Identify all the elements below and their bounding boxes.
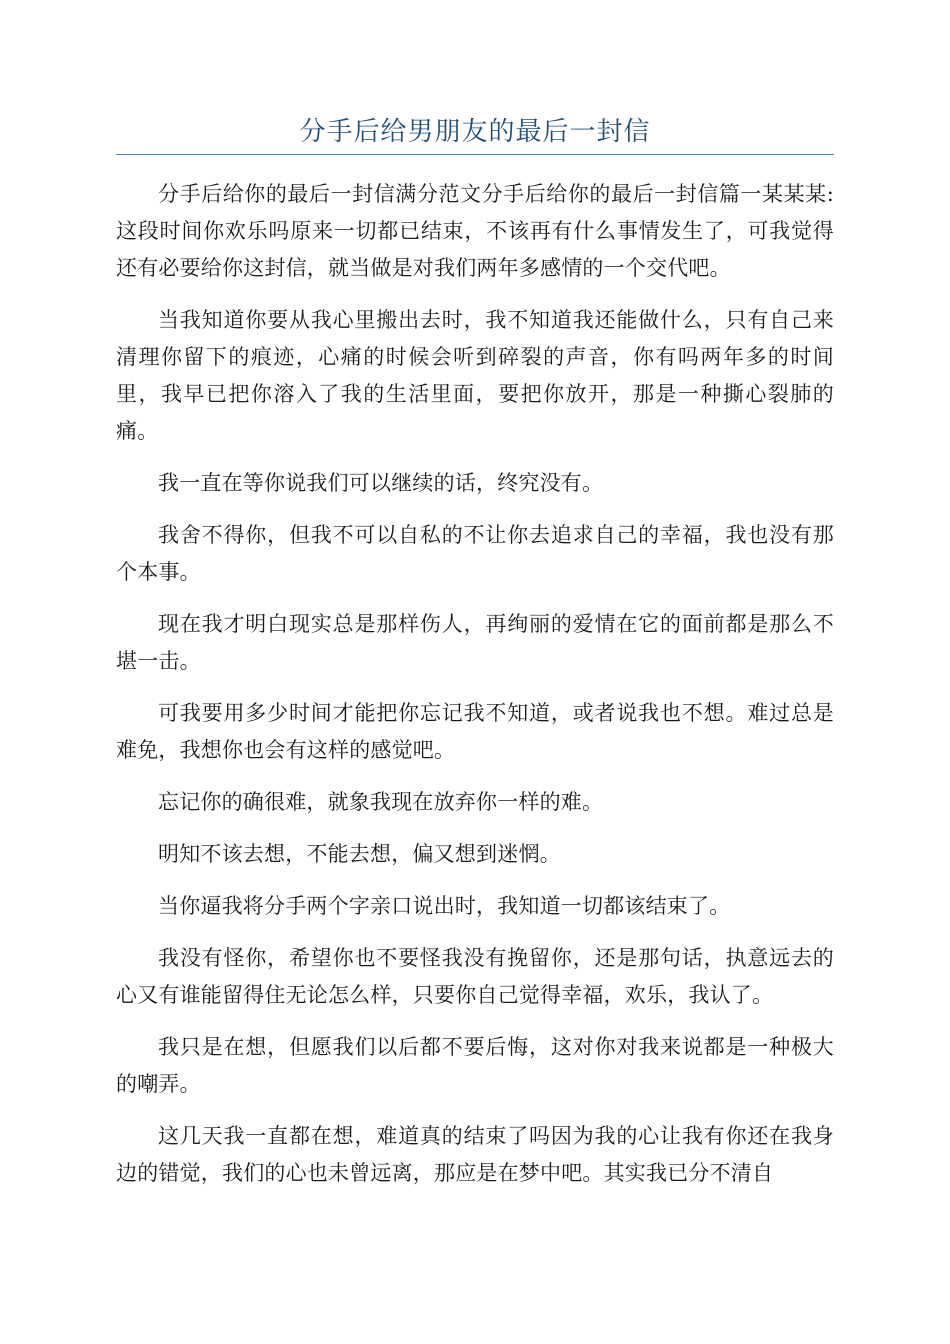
paragraph-1: 分手后给你的最后一封信满分范文分手后给你的最后一封信篇一某某某:这段时间你欢乐吗原来一切都已结束，不该再有什么事情发生了，可我觉得还有必要给你这封信，就当做是对我们两年多感情的一个交代吧。: [116, 182, 834, 280]
paragraph-5: 现在我才明白现实总是那样伤人，再绚丽的爱情在它的面前都是那么不堪一击。: [116, 612, 834, 673]
paragraph-6: 可我要用多少时间才能把你忘记我不知道，或者说我也不想。难过总是难免，我想你也会有这样的感觉吧。: [116, 701, 834, 762]
document-title: 分手后给男朋友的最后一封信: [299, 117, 651, 147]
paragraph-12: 这几天我一直都在想，难道真的结束了吗因为我的心让我有你还在我身边的错觉，我们的心也未曾远离，那应是在梦中吧。其实我已分不清自: [116, 1124, 834, 1185]
paragraph-4: 我舍不得你，但我不可以自私的不让你去追求自己的幸福，我也没有那个本事。: [116, 523, 834, 584]
title-underline: [116, 154, 834, 155]
paragraph-8: 明知不该去想，不能去想，偏又想到迷惘。: [158, 842, 561, 866]
document-body: [116, 176, 834, 1207]
paragraph-11: 我只是在想，但愿我们以后都不要后悔，这对你对我来说都是一种极大的嘲弄。: [116, 1035, 834, 1096]
paragraph-7: 忘记你的确很难，就象我现在放弃你一样的难。: [158, 790, 604, 814]
paragraph-3: 我一直在等你说我们可以继续的话，终究没有。: [158, 471, 604, 495]
paragraph-9: 当你逼我将分手两个字亲口说出时，我知道一切都该结束了。: [158, 894, 731, 918]
paragraph-10: 我没有怪你，希望你也不要怪我没有挽留你，还是那句话，执意远去的心又有谁能留得住无论怎么样，只要你自己觉得幸福，欢乐，我认了。: [116, 946, 834, 1007]
paragraph-2: 当我知道你要从我心里搬出去时，我不知道我还能做什么，只有自己来清理你留下的痕迹，心痛的时候会听到碎裂的声音，你有吗两年多的时间里，我早已把你溶入了我的生活里面，要把你放开，那是一种撕心裂肺的痛。: [116, 308, 834, 443]
